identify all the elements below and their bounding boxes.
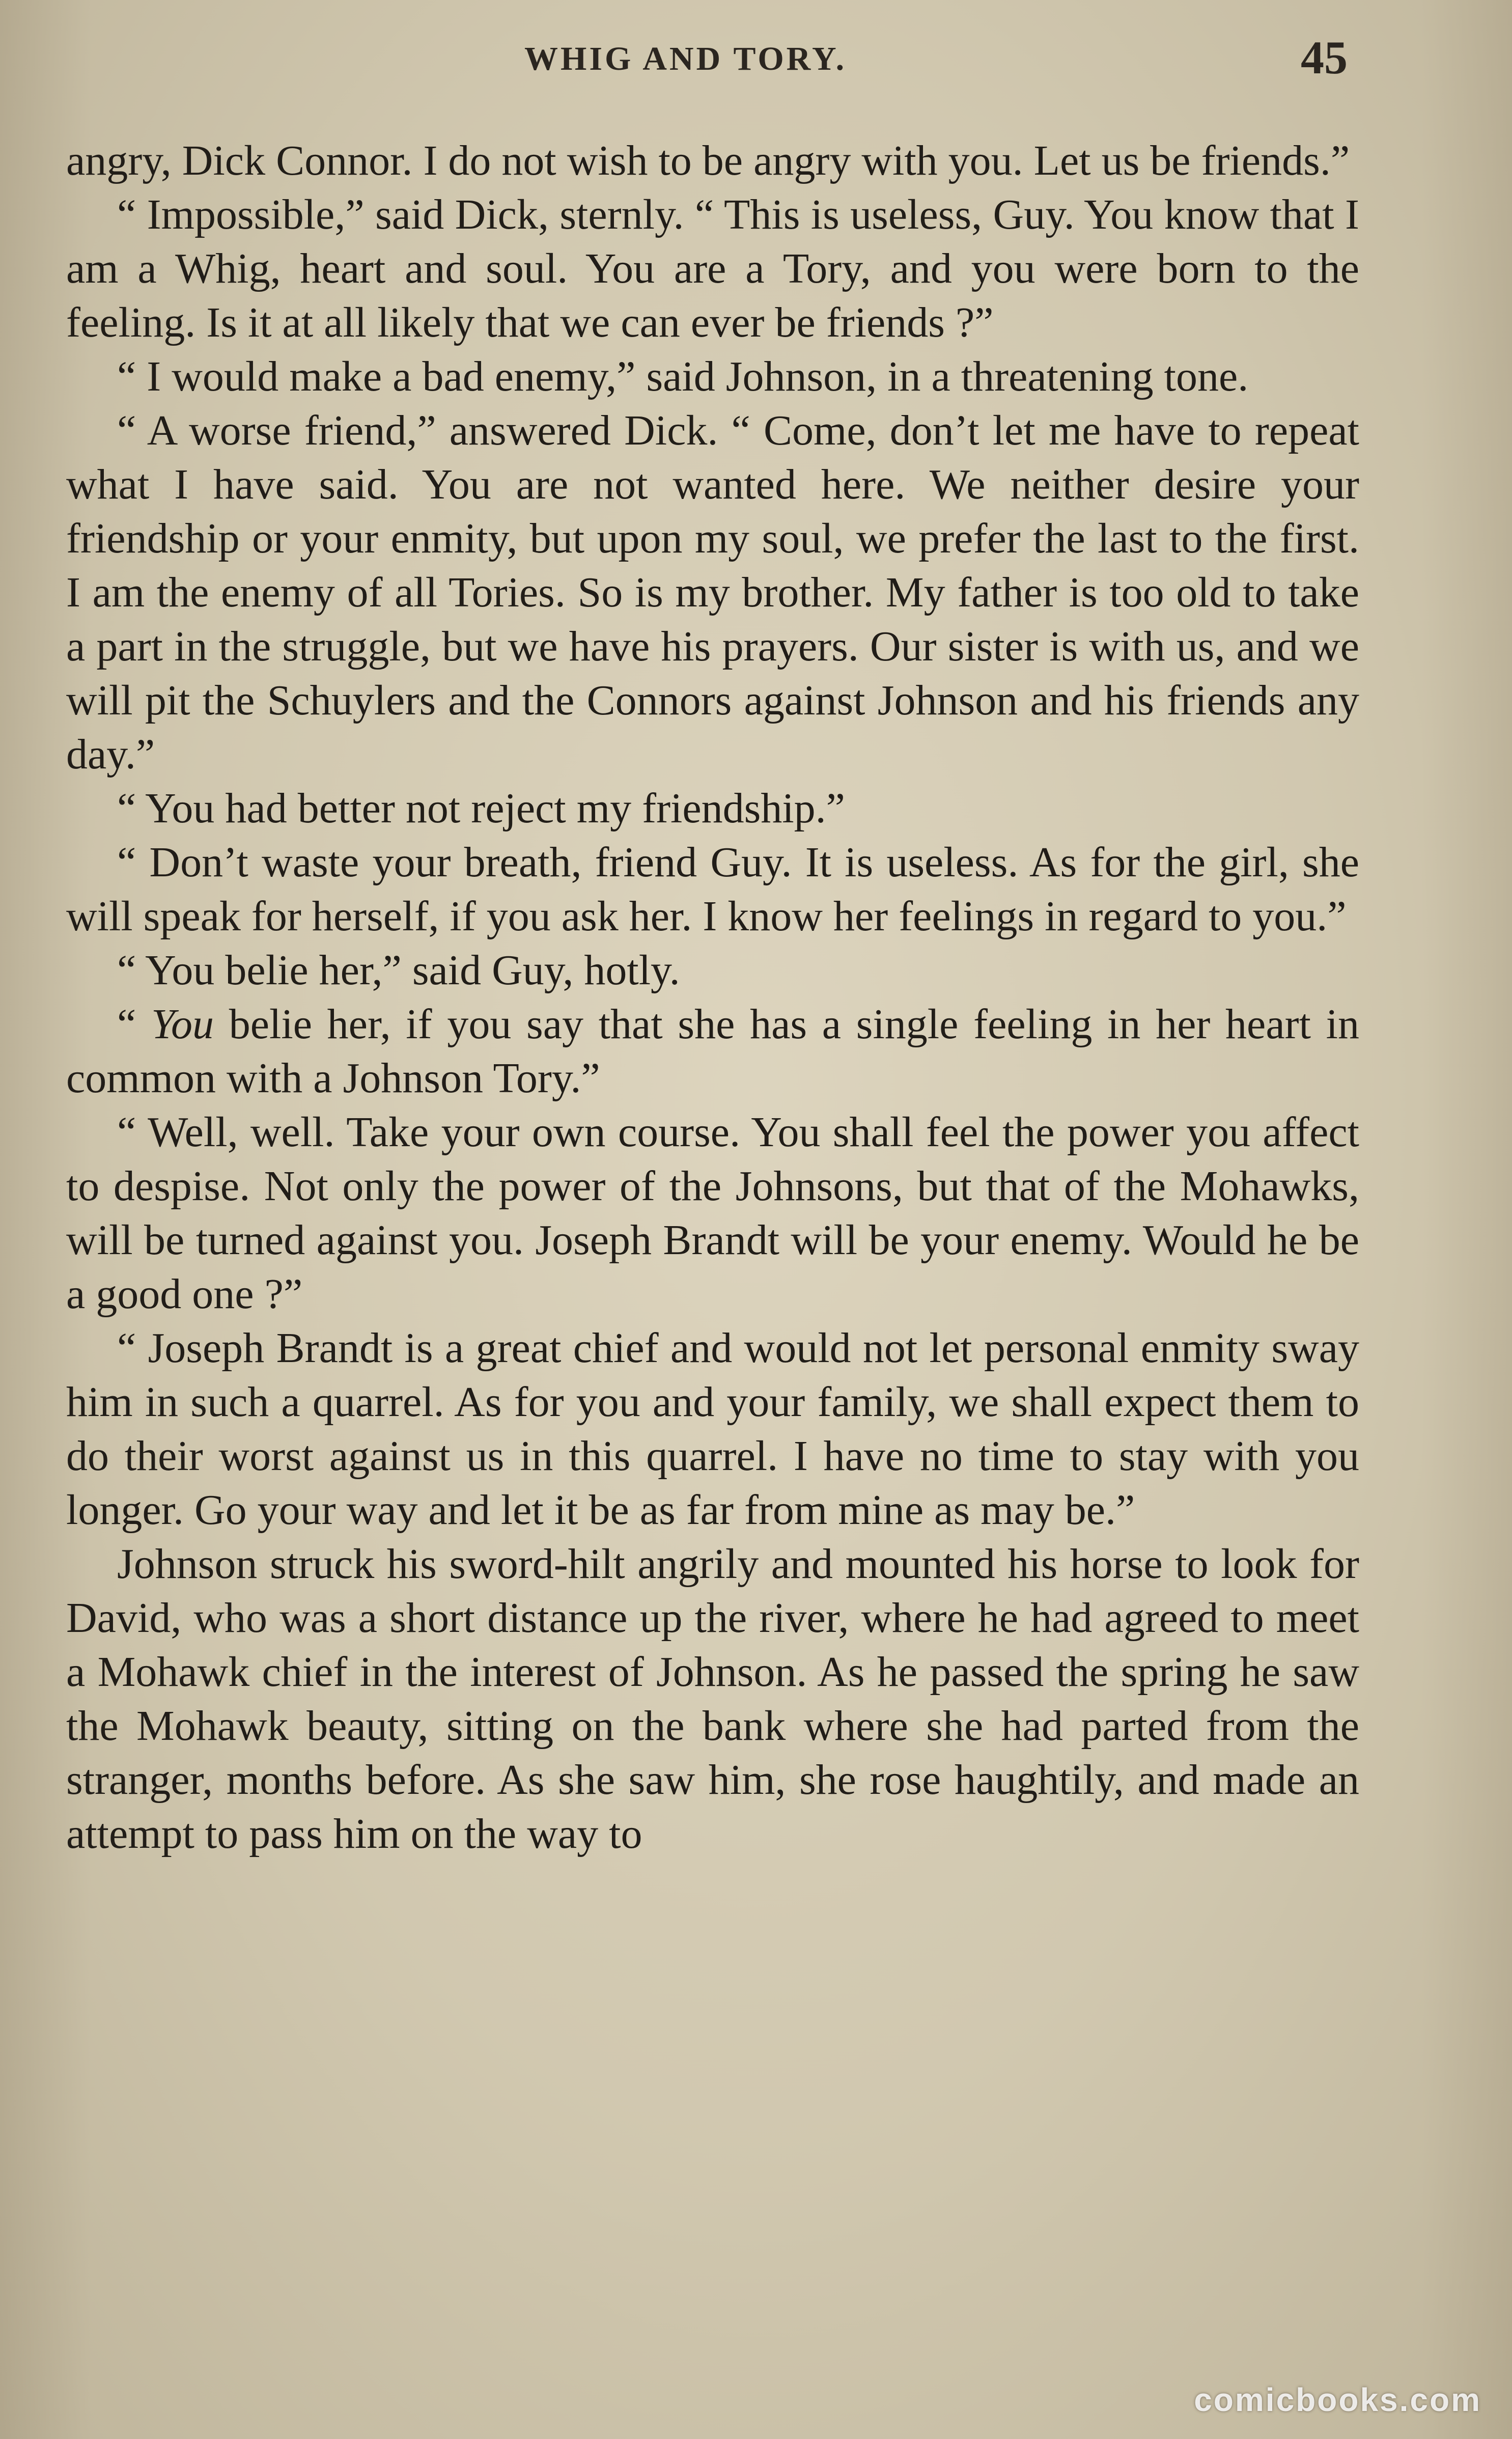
body-text	[66, 134, 1359, 1861]
paragraph: “ Well, well. Take your own course. You shall feel the power you affect to despise. Not only the power of the Johnsons, but that of the Mohawks, will be turned against you. Joseph Brandt will be your enemy. Would he be a good one ?”	[66, 1108, 1359, 1318]
paragraph: “ Joseph Brandt is a great chief and would not let personal enmity sway him in such a quarrel. As for you and your family, we shall expect them to do their worst against us in this quarrel. I have no time to stay with you longer. Go your way and let it be as far from mine as may be.”	[66, 1324, 1359, 1534]
running-title: WHIG AND TORY.	[524, 40, 847, 77]
paragraph: “ I would make a bad enemy,” said Johnson, in a threatening tone.	[117, 353, 1249, 400]
paragraph: angry, Dick Connor. I do not wish to be angry with you. Let us be friends.”	[66, 137, 1350, 184]
paragraph: “ Impossible,” said Dick, sternly. “ This is useless, Guy. You know that I am a Whig, heart and soul. You are a Tory, and you were born to the feeling. Is it at all likely that we can ever be friends ?”	[66, 191, 1359, 346]
paragraph: “ Don’t waste your breath, friend Guy. It is useless. As for the girl, she will speak for herself, if you ask her. I know her feelings in regard to you.”	[66, 839, 1359, 940]
paragraph: Johnson struck his sword-hilt angrily and mounted his horse to look for David, who was a short distance up the river, where he had agreed to meet a Mohawk chief in the interest of Johnson. As he passed the spring he saw the Mohawk beauty, sitting on the bank where she had parted from the stranger, months before. As she saw him, she rose haughtily, and made an attempt to pass him on the way to	[66, 1540, 1359, 1858]
paragraph: “ You belie her, if you say that she has a single feeling in her heart in common with a Johnson Tory.”	[66, 1001, 1359, 1102]
paragraph: “ You belie her,” said Guy, hotly.	[117, 947, 680, 994]
running-head	[0, 30, 1512, 86]
paragraph: “ You had better not reject my friendship.”	[117, 785, 845, 832]
emphasis: You	[151, 1001, 214, 1048]
page-number: 45	[1301, 32, 1348, 84]
watermark: comicbooks.com	[1194, 2381, 1481, 2418]
paragraph: “ A worse friend,” answered Dick. “ Come, don’t let me have to repeat what I have said. You are not wanted here. We neither desire your friendship or your enmity, but upon my soul, we prefer the last to the first. I am the enemy of all Tories. So is my brother. My father is too old to take a part in the struggle, but we have his prayers. Our sister is with us, and we will pit the Schuylers and the Connors against Johnson and his friends any day.”	[66, 407, 1359, 778]
